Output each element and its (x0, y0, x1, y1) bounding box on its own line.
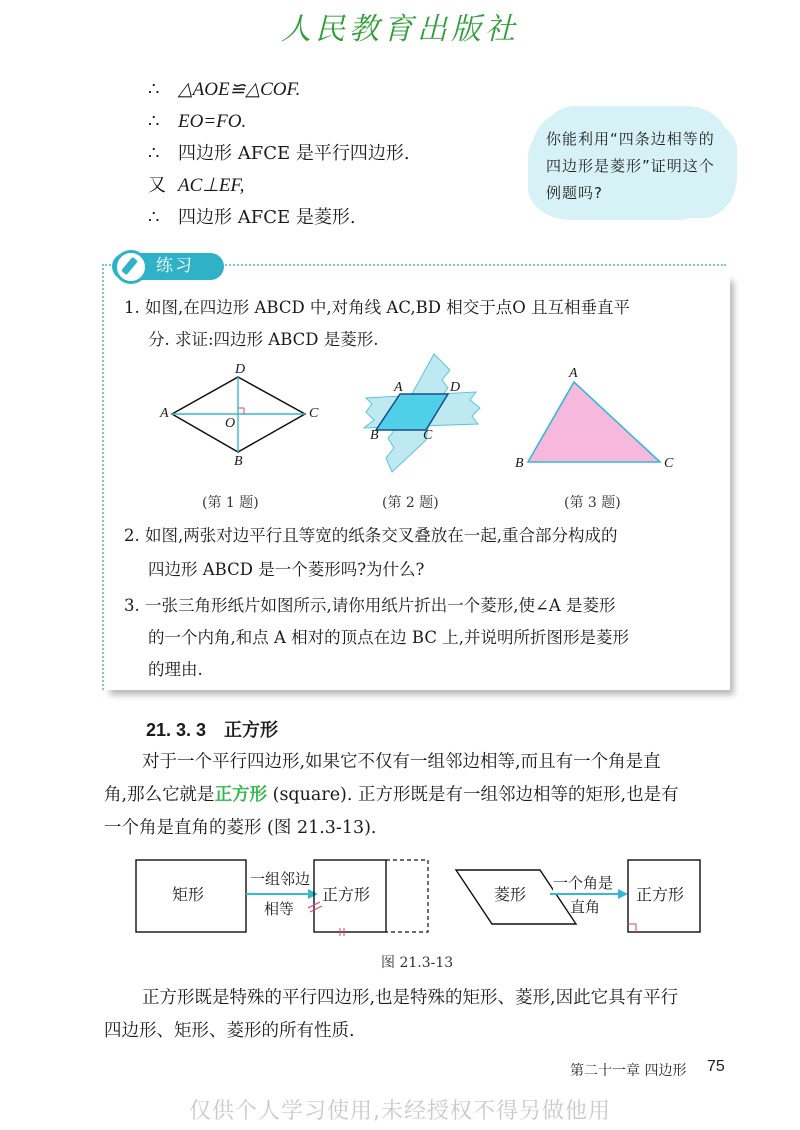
proof-line-4 (148, 172, 244, 200)
fig1-label-a: A (160, 406, 169, 421)
paragraph-text: (square). 正方形既是有一组邻边相等的矩形,也是有 (267, 785, 679, 805)
paragraph-1-line-3: 一个角是直角的菱形 (图 21.3-13). (104, 818, 377, 838)
question-2-text: 如图,两张对边平行且等宽的纸条交叉叠放在一起,重合部分构成的 (145, 526, 618, 545)
square-2-label: 正方形 (636, 885, 685, 904)
arrow-2-head (618, 889, 628, 899)
arrow-1-bottom-label: 相等 (264, 900, 295, 918)
paragraph-1-line-1: 对于一个平行四边形,如果它不仅有一组邻边相等,而且有一个角是直 (142, 752, 661, 772)
page-number: 75 (707, 1058, 725, 1075)
term-square: 正方形 (214, 785, 268, 805)
question-1-line-1 (124, 292, 630, 324)
proof-symbol: ∴ (148, 143, 160, 164)
figure-13-caption: 图 21.3-13 (381, 955, 454, 971)
fig1-label-o: O (225, 416, 236, 431)
proof-line-5 (148, 204, 356, 232)
question-2-number: 2. (124, 526, 140, 545)
proof-text: △AOE≌△COF. (178, 79, 301, 100)
figure-2-strips (352, 350, 492, 480)
proof-line-1 (148, 76, 300, 104)
fig1-label-c: C (309, 406, 319, 421)
arrow-1-head (308, 889, 318, 899)
question-1-line-2: 分. 求证:四边形 ABCD 是菱形. (148, 330, 379, 349)
square-1-label: 正方形 (322, 885, 371, 904)
arrow-2-top-label: 一个角是 (553, 874, 614, 892)
proof-text: EO=FO. (178, 111, 247, 132)
pencil-icon (114, 250, 148, 284)
figure-3-triangle (520, 372, 670, 472)
figure-1-caption: (第 1 题) (202, 495, 259, 511)
proof-line-3 (148, 140, 410, 168)
right-angle-mark (238, 408, 244, 414)
footer-chapter: 第二十一章 四边形 (570, 1063, 687, 1079)
fig2-label-b: B (370, 428, 379, 443)
question-3-line-3: 的理由. (148, 660, 203, 679)
section-heading (146, 716, 278, 742)
proof-symbol: ∴ (148, 79, 160, 100)
practice-title: 练习 (112, 253, 224, 280)
fig2-label-d: D (450, 380, 461, 395)
question-3-line-2: 的一个内角,和点 A 相对的顶点在边 BC 上,并说明所折图形是菱形 (148, 628, 629, 647)
fig3-label-c: C (664, 456, 674, 471)
fig2-label-c: C (423, 428, 433, 443)
paragraph-1-line-2 (104, 779, 732, 812)
rhombus-label: 菱形 (494, 885, 527, 904)
section-name: 正方形 (224, 720, 279, 741)
figure-21-3-13 (130, 852, 710, 938)
question-1-text: 如图,在四边形 ABCD 中,对角线 AC,BD 相交于点O 且互相垂直平 (145, 298, 630, 317)
fig3-label-b: B (515, 456, 524, 471)
question-2-line-2: 四边形 ABCD 是一个菱形吗?为什么? (148, 560, 425, 579)
equal-tick-2 (310, 906, 322, 912)
section-number: 21. 3. 3 (146, 720, 207, 740)
rectangle-label: 矩形 (172, 885, 205, 904)
fig1-label-b: B (234, 454, 243, 469)
figure-2-caption: (第 2 题) (382, 495, 439, 511)
arrow-2-bottom-label: 直角 (570, 898, 601, 916)
question-3-number: 3. (124, 596, 140, 615)
arrow-1-top-label: 一组邻边 (250, 870, 311, 888)
fig3-label-a: A (569, 366, 578, 381)
paragraph-text: 角,那么它就是 (104, 785, 215, 805)
question-2-line-1 (124, 520, 618, 552)
sidebar-note: 你能利用“四条边相等的四边形是菱形”证明这个例题吗? (546, 130, 715, 202)
figure-3-caption: (第 3 题) (564, 495, 621, 511)
proof-symbol: 又 (148, 175, 166, 196)
watermark: 仅供个人学习使用,未经授权不得另做他用 (189, 1099, 611, 1124)
paragraph-2-line-1: 正方形既是特殊的平行四边形,也是特殊的矩形、菱形,因此它具有平行 (142, 988, 679, 1008)
fig1-label-d: D (235, 362, 246, 377)
question-1-number: 1. (124, 298, 140, 317)
proof-text: 四边形 AFCE 是平行四边形. (178, 143, 410, 164)
publisher-header: 人民教育出版社 (281, 12, 519, 47)
triangle-abc (528, 382, 660, 462)
paragraph-2-line-2: 四边形、矩形、菱形的所有性质. (104, 1021, 355, 1041)
proof-symbol: ∴ (148, 207, 160, 228)
right-angle-mark-2 (628, 924, 636, 932)
proof-text: AC⊥EF, (178, 175, 245, 196)
question-3-text: 一张三角形纸片如图所示,请你用纸片折出一个菱形,使∠A 是菱形 (145, 596, 616, 615)
proof-symbol: ∴ (148, 111, 160, 132)
proof-text: 四边形 AFCE 是菱形. (178, 207, 356, 228)
question-3-line-1 (124, 590, 615, 622)
proof-line-2 (148, 108, 246, 136)
fig2-label-a: A (394, 380, 403, 395)
dashed-extension (386, 860, 428, 932)
